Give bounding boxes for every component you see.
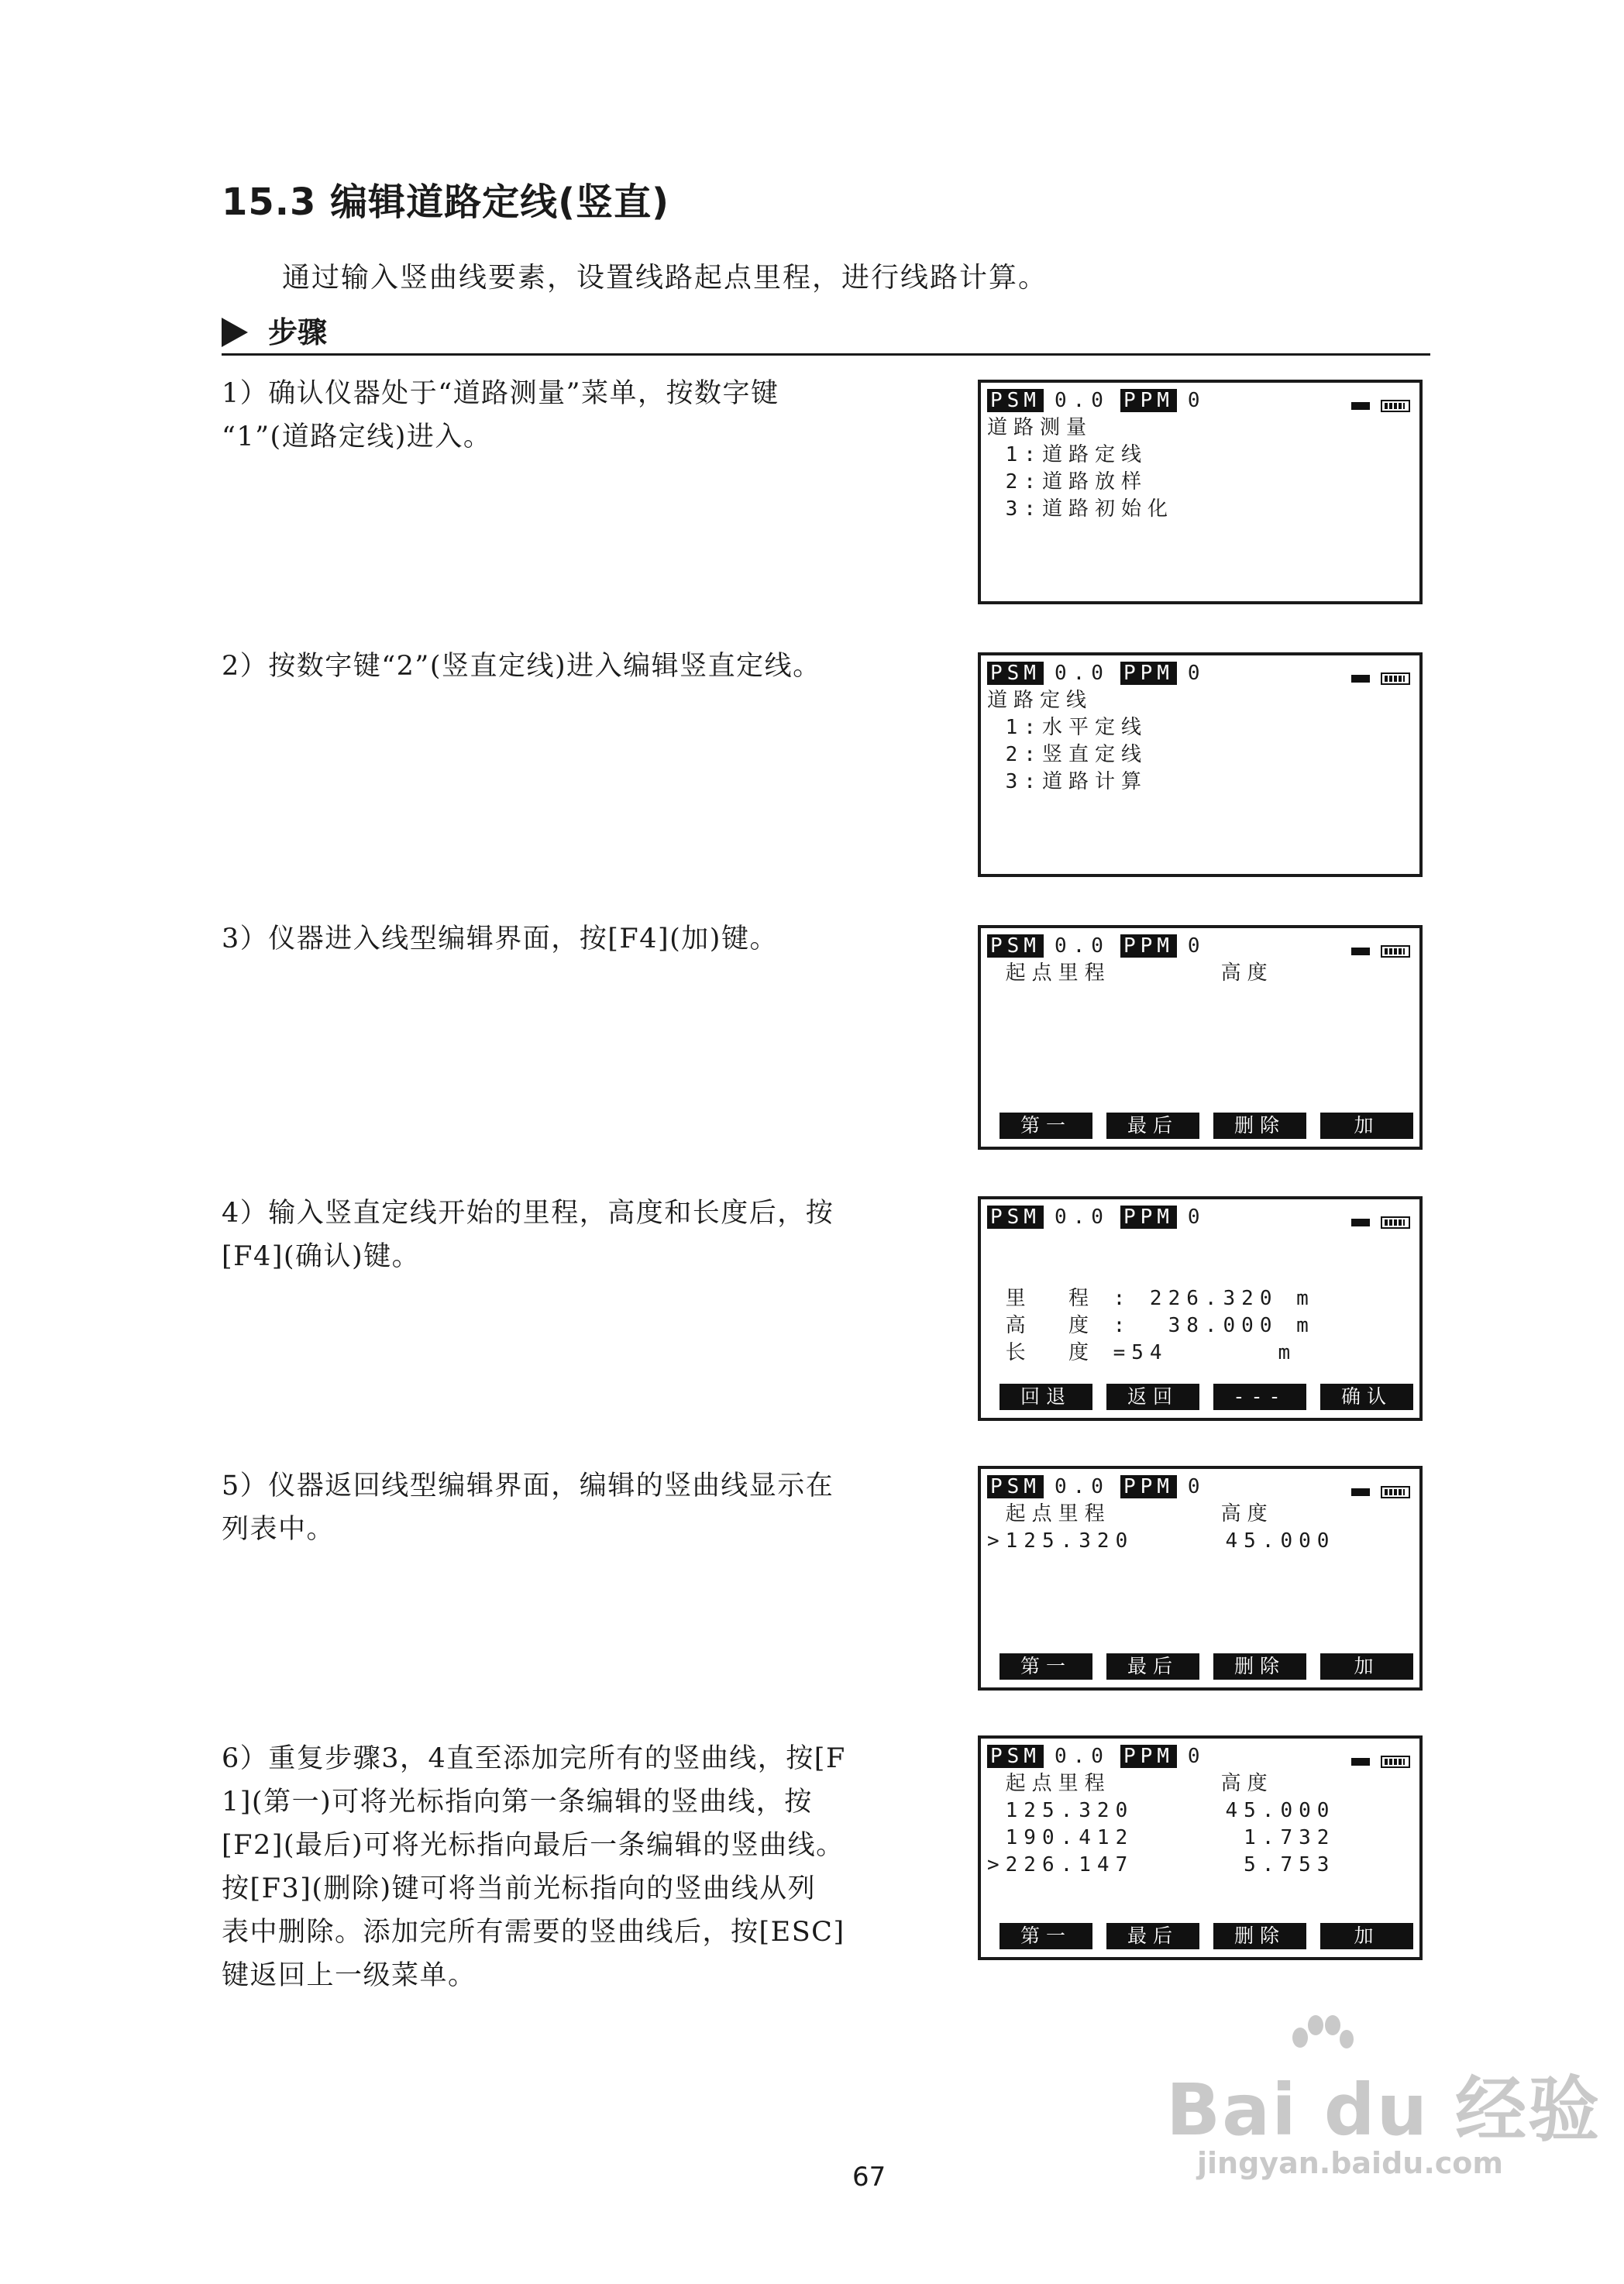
- psm-label: PSM: [987, 389, 1044, 412]
- function-key-f1: 第一: [1000, 1923, 1092, 1949]
- status-line: [987, 387, 1217, 414]
- battery-icon: [1351, 665, 1410, 692]
- screen-line: 1:道路定线: [987, 443, 1147, 466]
- step-6: 6）重复步骤3，4直至添加完所有的竖曲线，按[F 1](第一)可将光标指向第一条编辑的竖曲线，按 [F2](最后)可将光标指向最后一条编辑的竖曲线。 按[F3](删除)键可将当前光标指向的竖曲线从列 表中删除。添加完所有需要的竖曲线后，按[ESC] 键返回上一级菜单。: [222, 1743, 846, 1991]
- ppm-label: PPM: [1120, 1745, 1177, 1768]
- function-key-f1: 回退: [1000, 1384, 1092, 1410]
- battery-icon: [1351, 1748, 1410, 1775]
- screen-line: 长 度 =54 m: [987, 1341, 1297, 1364]
- watermark: [1166, 2053, 1602, 2180]
- function-key-f2: 最后: [1106, 1113, 1199, 1139]
- ppm-value: 0: [1187, 1745, 1206, 1768]
- screen-line: 3:道路计算: [987, 770, 1147, 793]
- psm-value: 0.0: [1054, 1206, 1110, 1229]
- ppm-label: PPM: [1120, 1475, 1177, 1498]
- psm-label: PSM: [987, 1745, 1044, 1768]
- ppm-value: 0: [1187, 934, 1206, 958]
- intro-text: 通过输入竖曲线要素，设置线路起点里程，进行线路计算。: [282, 262, 1048, 294]
- battery-icon: [1351, 937, 1410, 965]
- ppm-value: 0: [1187, 389, 1206, 412]
- ppm-value: 0: [1187, 1475, 1206, 1498]
- screen-line: 1:水平定线: [987, 716, 1147, 739]
- function-key-bar: [1000, 1113, 1402, 1139]
- ppm-label: PPM: [1120, 1206, 1177, 1229]
- ppm-value: 0: [1187, 1206, 1206, 1229]
- ppm-value: 0: [1187, 662, 1206, 685]
- screen-line: >125.320 45.000: [987, 1529, 1336, 1553]
- screen-line: 125.320 45.000: [987, 1799, 1336, 1822]
- psm-value: 0.0: [1054, 934, 1110, 958]
- function-key-f4: 加: [1320, 1653, 1413, 1680]
- function-key-f4: 加: [1320, 1113, 1413, 1139]
- function-key-f3: 删除: [1213, 1113, 1306, 1139]
- screen-line: 2:道路放样: [987, 470, 1147, 494]
- section-title: 15.3 编辑道路定线(竖直): [222, 181, 670, 224]
- screen-line: 起点里程 高度: [987, 961, 1274, 985]
- screen-line: 高 度 : 38.000 m: [987, 1314, 1315, 1337]
- step-1: 1）确认仪器处于“道路测量”菜单，按数字键 “1”(道路定线)进入。: [222, 378, 779, 452]
- function-key-f3: 删除: [1213, 1653, 1306, 1680]
- paw-logo-icon: [1286, 2014, 1356, 2069]
- psm-value: 0.0: [1054, 389, 1110, 412]
- function-key-f1: 第一: [1000, 1653, 1092, 1680]
- function-key-f4: 确认: [1320, 1384, 1413, 1410]
- watermark-logo: Bai du 经验: [1166, 2069, 1602, 2152]
- function-key-f3: ---: [1213, 1384, 1306, 1410]
- psm-value: 0.0: [1054, 1745, 1110, 1768]
- instrument-screen: [978, 1466, 1423, 1691]
- function-key-bar: [1000, 1384, 1402, 1410]
- screen-line: 3:道路初始化: [987, 497, 1174, 521]
- function-key-bar: [1000, 1923, 1402, 1949]
- status-line: [987, 660, 1217, 687]
- psm-label: PSM: [987, 934, 1044, 958]
- instrument-screen: [978, 1735, 1423, 1960]
- battery-icon: [1351, 1478, 1410, 1505]
- psm-value: 0.0: [1054, 662, 1110, 685]
- step-3: 3）仪器进入线型编辑界面，按[F4](加)键。: [222, 924, 778, 955]
- page-number: 67: [852, 2162, 886, 2193]
- status-line: [987, 933, 1217, 960]
- status-line: [987, 1743, 1217, 1770]
- instrument-screen: [978, 925, 1423, 1150]
- instrument-screen: [978, 380, 1423, 604]
- psm-label: PSM: [987, 662, 1044, 685]
- watermark-url: jingyan.baidu.com: [1197, 2146, 1503, 2180]
- function-key-f2: 最后: [1106, 1923, 1199, 1949]
- screen-line: >226.147 5.753: [987, 1853, 1336, 1876]
- screen-line: 道路测量: [987, 416, 1093, 439]
- step-5: 5）仪器返回线型编辑界面，编辑的竖曲线显示在 列表中。: [222, 1470, 834, 1545]
- screen-line: 190.412 1.732: [987, 1826, 1336, 1849]
- step-2: 2）按数字键“2”(竖直定线)进入编辑竖直定线。: [222, 651, 821, 682]
- function-key-f3: 删除: [1213, 1923, 1306, 1949]
- triangle-icon: [222, 318, 248, 347]
- instrument-screen: [978, 652, 1423, 877]
- step-4: 4）输入竖直定线开始的里程，高度和长度后，按 [F4](确认)键。: [222, 1198, 834, 1272]
- steps-heading-label: 步骤: [268, 315, 328, 349]
- status-line: [987, 1204, 1217, 1231]
- battery-icon: [1351, 392, 1410, 419]
- instrument-screen: [978, 1196, 1423, 1421]
- psm-value: 0.0: [1054, 1475, 1110, 1498]
- status-line: [987, 1474, 1217, 1501]
- steps-heading: [222, 308, 327, 351]
- ppm-label: PPM: [1120, 662, 1177, 685]
- psm-label: PSM: [987, 1206, 1044, 1229]
- screen-line: 起点里程 高度: [987, 1502, 1274, 1526]
- function-key-f4: 加: [1320, 1923, 1413, 1949]
- ppm-label: PPM: [1120, 389, 1177, 412]
- ppm-label: PPM: [1120, 934, 1177, 958]
- psm-label: PSM: [987, 1475, 1044, 1498]
- divider: [222, 353, 1430, 356]
- screen-line: 起点里程 高度: [987, 1772, 1274, 1795]
- battery-icon: [1351, 1209, 1410, 1236]
- screen-line: 道路定线: [987, 689, 1093, 712]
- screen-line: 2:竖直定线: [987, 743, 1147, 766]
- function-key-f2: 最后: [1106, 1653, 1199, 1680]
- screen-line: 里 程 : 226.320 m: [987, 1287, 1315, 1310]
- function-key-f1: 第一: [1000, 1113, 1092, 1139]
- function-key-bar: [1000, 1653, 1402, 1680]
- function-key-f2: 返回: [1106, 1384, 1199, 1410]
